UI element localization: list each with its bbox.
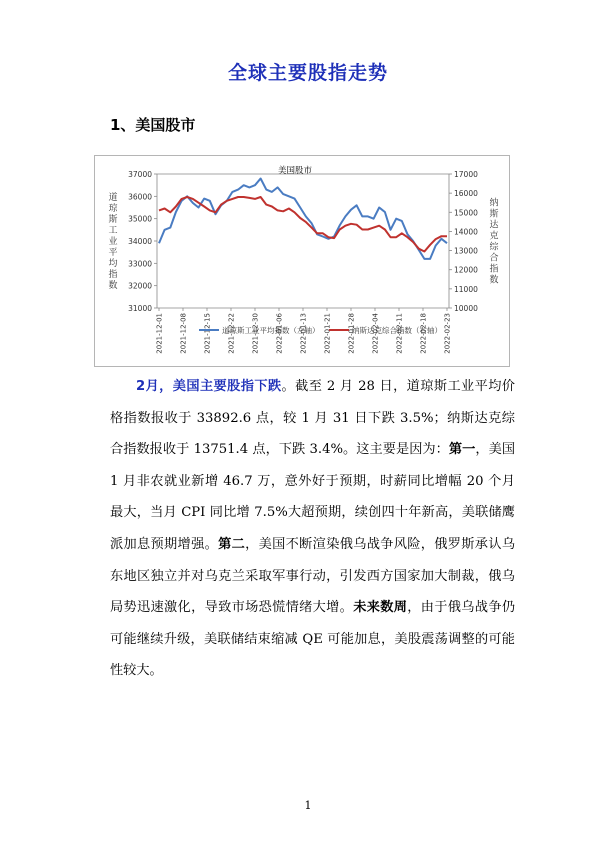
y-right-tick-label: 17000 [454, 170, 478, 179]
paragraph-lead-bold: 2月，美国主要股指下跌 [136, 379, 282, 394]
y-right-tick-labels [449, 170, 478, 313]
x-tick-label: 2021-12-08 [179, 313, 188, 354]
y-right-tick-label: 10000 [454, 304, 478, 313]
y-left-tick-label: 34000 [128, 237, 152, 246]
y-right-axis-label [489, 197, 499, 286]
y-left-tick-label: 35000 [128, 214, 152, 224]
y-right-tick-label: 11000 [454, 284, 478, 294]
paragraph-bold-first: 第一 [448, 442, 476, 458]
series-line-dow-jones [159, 179, 447, 259]
y-right-axis-label-char: 综 [489, 242, 499, 253]
x-tick-label: 2022-02-23 [443, 313, 452, 354]
y-left-axis-label-char: 数 [108, 281, 118, 291]
x-tick-label: 2022-01-13 [299, 313, 308, 354]
y-left-tick-label: 33000 [128, 259, 152, 269]
y-right-axis-label-char: 指 [489, 264, 499, 275]
x-tick-label: 2021-12-15 [203, 313, 212, 354]
y-left-axis-label-char: 平 [108, 248, 118, 258]
legend-label-nasdaq: 纳斯达克综合指数（右轴） [352, 326, 442, 335]
y-left-tick-label: 36000 [128, 192, 152, 202]
paragraph-seg3: ，美国不断渲染俄乌战争风险，俄罗斯承认乌东地区独立并对乌克兰采取军事行动，引发西方国家加大制裁，俄乌局势迅速激化，导致市场恐慌情绪大增。 [110, 536, 516, 616]
section-heading: 1、美国股市 [110, 116, 196, 134]
y-right-axis-label-char: 达 [489, 220, 499, 231]
y-left-tick-label: 37000 [128, 170, 152, 179]
analysis-paragraph [110, 371, 515, 687]
x-tick-label: 2022-02-04 [371, 313, 380, 354]
page-number: 1 [304, 799, 312, 812]
paragraph-seg1: 。截至 2 月 28 日，道琼斯工业平均价格指数报收于 33892.6 点，较 1 月 31 日下跌 3.5%；纳斯达克综合指数报收于 13751.4 点，下跌 3.4%。这主要是因为： [110, 379, 515, 458]
y-right-tick-label: 16000 [454, 189, 478, 199]
x-tick-label: 2021-12-30 [251, 313, 260, 354]
paragraph-seg4: ，由于俄乌战争仍可能继续升级，美联储结束缩减 QE 可能加息，美股震荡调整的可能性较大。 [110, 600, 516, 679]
paragraph-bold-future: 未来数周 [353, 600, 408, 616]
legend-label-dow-jones: 道琼斯工业平均指数（左轴） [222, 326, 320, 335]
y-left-tick-label: 32000 [128, 281, 152, 291]
y-right-axis-label-char: 数 [489, 275, 499, 286]
y-right-tick-label: 14000 [454, 227, 478, 237]
chart-title: 美国股市 [277, 166, 313, 176]
x-tick-label: 2022-01-28 [347, 313, 356, 354]
y-left-axis-label-char: 工 [108, 226, 118, 236]
y-left-tick-labels [128, 170, 157, 313]
x-tick-label: 2021-12-01 [155, 313, 164, 354]
y-right-tick-label: 15000 [454, 208, 478, 218]
us-stock-chart [94, 155, 510, 367]
y-right-tick-label: 12000 [454, 265, 478, 275]
y-left-axis-label-char: 业 [108, 237, 118, 247]
y-right-axis-label-char: 克 [489, 231, 499, 242]
y-left-tick-label: 31000 [128, 304, 152, 313]
x-tick-label: 2022-02-11 [395, 313, 404, 354]
y-right-tick-label: 13000 [454, 246, 478, 256]
y-right-axis-label-char: 合 [489, 253, 499, 264]
chart-canvas [95, 156, 509, 366]
y-right-axis-label-char: 斯 [489, 209, 499, 220]
y-left-axis-label-char: 琼 [108, 204, 118, 214]
y-left-axis-label-char: 指 [108, 270, 118, 280]
x-tick-label: 2022-01-06 [275, 313, 284, 354]
series-lines [159, 179, 447, 259]
x-tick-label: 2022-02-18 [419, 313, 428, 354]
y-left-axis-label [108, 191, 118, 291]
y-right-axis-label-char: 纳 [489, 198, 499, 209]
y-left-axis-label-char: 斯 [108, 215, 118, 225]
y-left-axis-label-char: 道 [108, 193, 118, 203]
x-tick-label: 2022-01-21 [323, 313, 332, 354]
page-title: 全球主要股指走势 [227, 62, 388, 84]
paragraph-bold-second: 第二 [218, 536, 246, 552]
x-tick-label: 2021-12-22 [227, 313, 236, 354]
chart-legend [199, 325, 442, 335]
paragraph-seg2: ，美国 1 月非农就业新增 46.7 万，意外好于预期，时薪同比增幅 20 个月最大，当月 CPI 同比增 7.5%大超预期，续创四十年新高，美联储鹰派加息预期增强。 [110, 442, 516, 552]
y-left-axis-label-char: 均 [108, 259, 118, 269]
